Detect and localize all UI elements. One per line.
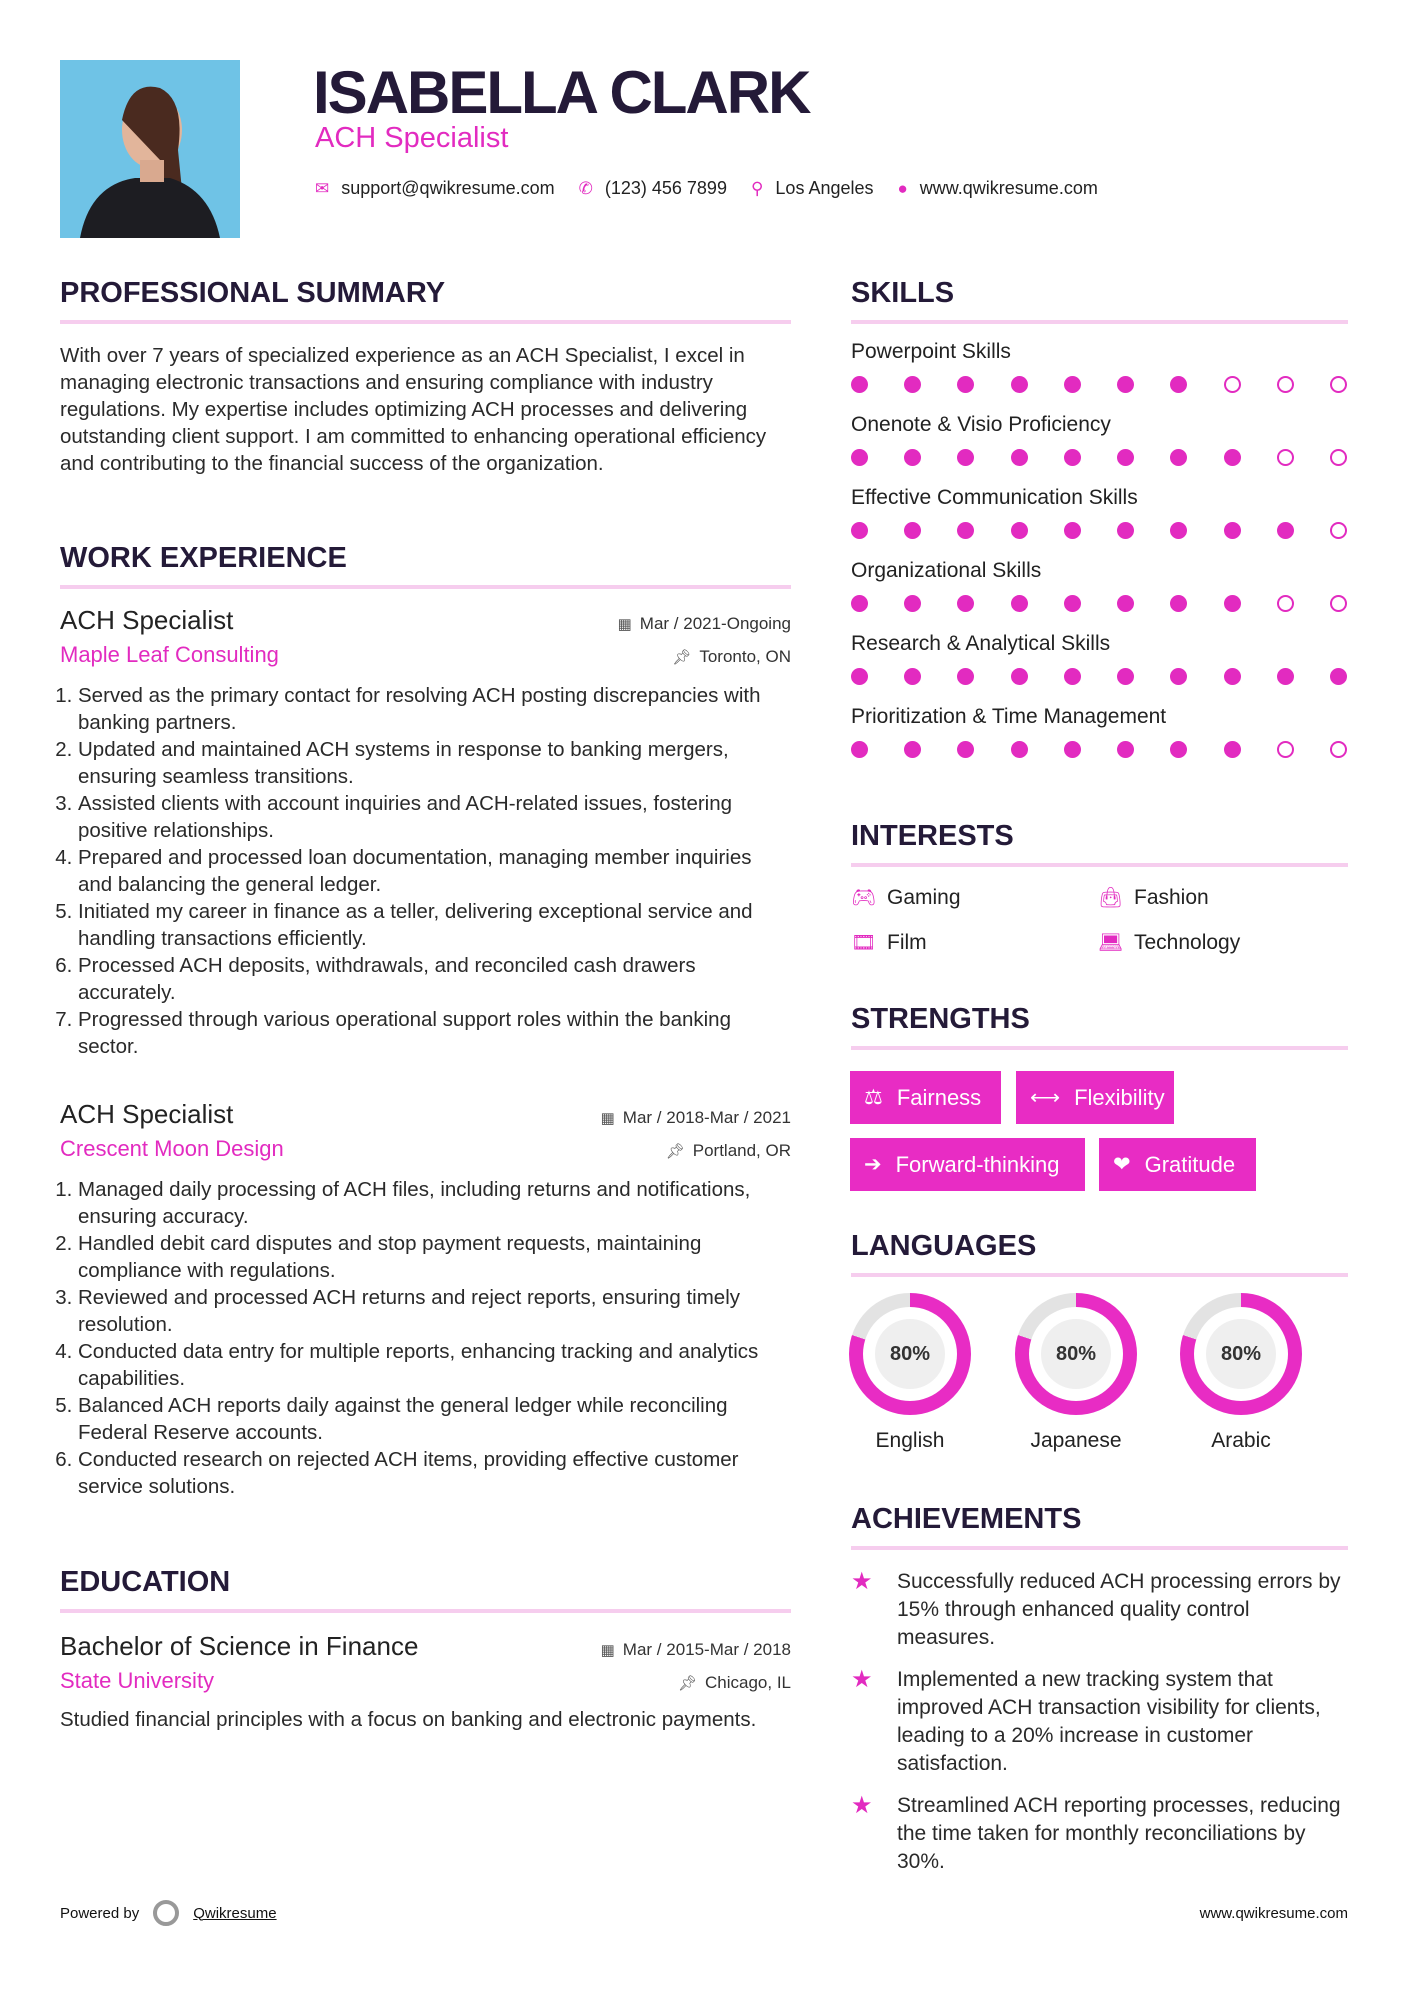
divider — [851, 1046, 1348, 1050]
empty-dot — [1224, 376, 1241, 393]
interest-film — [851, 930, 1098, 955]
interest-label: Gaming — [887, 885, 961, 909]
shopping-bag-icon: 👜︎ — [1098, 887, 1124, 909]
footer-left — [60, 1900, 277, 1926]
email-link[interactable]: support@qwikresume.com — [341, 178, 555, 198]
brand-link[interactable]: Qwikresume — [193, 1904, 277, 1922]
achievement-text: Implemented a new tracking system that improved ACH transaction visibility for clients, leading to a 20% increase in customer satisfaction. — [897, 1668, 1321, 1775]
filled-dot — [1117, 376, 1134, 393]
bullet: 6. Conducted research on rejected ACH items, providing effective customer service solutions. — [78, 1446, 791, 1500]
bullet: 2. Updated and maintained ACH systems in response to banking mergers, ensuring seamless transitions. — [78, 736, 791, 790]
empty-dot — [1277, 449, 1294, 466]
filled-dot — [957, 741, 974, 758]
empty-dot — [1330, 595, 1347, 612]
filled-dot — [1224, 741, 1241, 758]
strength-label: Forward-thinking — [895, 1151, 1060, 1177]
filled-dot — [904, 376, 921, 393]
bullet: 5. Balanced ACH reports daily against the general ledger while reconciling Federal Reserve accounts. — [78, 1392, 791, 1446]
skill-label: Prioritization & Time Management — [851, 705, 1167, 728]
arrow-right-icon: ➔ — [864, 1153, 882, 1176]
divider — [851, 1546, 1348, 1550]
bullet: 3. Assisted clients with account inquiries and ACH-related issues, fostering positive relationships. — [78, 790, 791, 844]
education-section — [60, 1566, 791, 1733]
empty-dot — [1330, 376, 1347, 393]
filled-dot — [1117, 522, 1134, 539]
language-percent: 80% — [1206, 1319, 1276, 1389]
filled-dot — [1224, 449, 1241, 466]
calendar-icon: ▦ — [600, 1110, 615, 1127]
filled-dot — [904, 668, 921, 685]
job-entry — [60, 605, 791, 1060]
school-name: State University — [60, 1668, 215, 1693]
job-date: Mar / 2021-Ongoing — [639, 614, 791, 633]
bullet: 4. Conducted data entry for multiple reports, enhancing tracking and analytics capabilities. — [78, 1338, 791, 1392]
filled-dot — [1117, 449, 1134, 466]
section-heading: WORK EXPERIENCE — [60, 542, 347, 574]
filled-dot — [1170, 449, 1187, 466]
filled-dot — [1064, 595, 1081, 612]
filled-dot — [1117, 741, 1134, 758]
footer-url[interactable]: www.qwikresume.com — [1199, 1905, 1348, 1922]
language-label: Arabic — [1211, 1429, 1271, 1452]
filled-dot — [851, 376, 868, 393]
laptop-icon: 💻︎ — [1098, 932, 1124, 954]
empty-dot — [1330, 741, 1347, 758]
star-icon: ★ — [851, 1666, 873, 1693]
section-heading: LANGUAGES — [851, 1230, 1037, 1262]
skill-rating — [851, 522, 1347, 539]
degree: Bachelor of Science in Finance — [60, 1631, 419, 1661]
candidate-title: ACH Specialist — [315, 122, 509, 154]
bullet: 3. Reviewed and processed ACH returns and reject reports, ensuring timely resolution. — [78, 1284, 791, 1338]
skill-item — [851, 705, 1348, 758]
bullet: 4. Prepared and processed loan documentation, managing member inquiries and balancing the general ledger. — [78, 844, 791, 898]
filled-dot — [1170, 376, 1187, 393]
filled-dot — [1170, 668, 1187, 685]
section-heading: ACHIEVEMENTS — [851, 1503, 1082, 1535]
education-text: Studied financial principles with a focus on banking and electronic payments. — [60, 1708, 757, 1731]
pin-icon: 📌︎ — [677, 1675, 697, 1692]
company-name: Crescent Moon Design — [60, 1136, 284, 1161]
star-icon: ★ — [851, 1792, 873, 1819]
strength-label: Flexibility — [1074, 1084, 1165, 1110]
location-text: Los Angeles — [775, 178, 874, 198]
filled-dot — [1064, 522, 1081, 539]
skill-item — [851, 413, 1348, 466]
strength-badge — [850, 1071, 1001, 1124]
skill-rating — [851, 741, 1347, 758]
filled-dot — [957, 449, 974, 466]
filled-dot — [1170, 741, 1187, 758]
filled-dot — [851, 449, 868, 466]
divider — [851, 1273, 1348, 1277]
section-heading: INTERESTS — [851, 820, 1014, 852]
achievement-text: Successfully reduced ACH processing errors by 15% through enhanced quality control measures. — [897, 1570, 1341, 1649]
skill-item — [851, 632, 1348, 685]
language-donut — [1180, 1293, 1302, 1415]
divider — [60, 320, 791, 324]
profile-photo — [60, 60, 240, 238]
envelope-icon: ✉ — [315, 178, 330, 198]
qwikresume-logo-icon — [153, 1900, 179, 1926]
skill-rating — [851, 449, 1347, 466]
language-percent: 80% — [1041, 1319, 1111, 1389]
skill-label: Onenote & Visio Proficiency — [851, 413, 1111, 436]
contact-bar — [315, 178, 1122, 199]
job-bullets — [60, 1176, 791, 1500]
filled-dot — [1064, 668, 1081, 685]
filled-dot — [904, 741, 921, 758]
filled-dot — [1011, 376, 1028, 393]
achievement-item — [851, 1568, 1348, 1652]
skill-label: Effective Communication Skills — [851, 486, 1138, 509]
gamepad-icon: 🎮︎ — [851, 887, 877, 909]
empty-dot — [1277, 376, 1294, 393]
bullet: 5. Initiated my career in finance as a teller, delivering exceptional service and handling transactions efficiently. — [78, 898, 791, 952]
filled-dot — [1011, 449, 1028, 466]
language-percent: 80% — [875, 1319, 945, 1389]
filled-dot — [1224, 595, 1241, 612]
star-icon: ★ — [851, 1568, 873, 1595]
language-label: Japanese — [1030, 1429, 1122, 1452]
summary-section — [60, 277, 791, 477]
interest-label: Technology — [1134, 930, 1241, 954]
filled-dot — [1224, 522, 1241, 539]
heart-icon: ❤ — [1113, 1153, 1131, 1176]
bullet: 1. Served as the primary contact for resolving ACH posting discrepancies with banking partners. — [78, 682, 791, 736]
filled-dot — [1011, 595, 1028, 612]
job-date: Mar / 2018-Mar / 2021 — [622, 1108, 791, 1127]
filled-dot — [1011, 522, 1028, 539]
filled-dot — [904, 595, 921, 612]
section-heading: STRENGTHS — [851, 1003, 1030, 1035]
map-marker-icon: ⚲ — [750, 178, 764, 198]
empty-dot — [1277, 595, 1294, 612]
pin-icon: 📌︎ — [672, 649, 692, 666]
filled-dot — [1117, 668, 1134, 685]
skill-item — [851, 340, 1348, 393]
arrows-h-icon: ⟷ — [1030, 1086, 1061, 1109]
languages-section — [851, 1230, 1348, 1277]
company-name: Maple Leaf Consulting — [60, 642, 279, 667]
section-heading: PROFESSIONAL SUMMARY — [60, 277, 446, 309]
balance-scale-icon: ⚖ — [864, 1086, 883, 1109]
filled-dot — [1064, 449, 1081, 466]
divider — [60, 1609, 791, 1613]
bullet: 6. Processed ACH deposits, withdrawals, and reconciled cash drawers accurately. — [78, 952, 791, 1006]
achievements-section — [851, 1503, 1348, 1890]
filled-dot — [851, 741, 868, 758]
interest-label: Fashion — [1134, 885, 1209, 909]
filled-dot — [957, 595, 974, 612]
strength-badge — [1099, 1138, 1256, 1191]
empty-dot — [1330, 449, 1347, 466]
filled-dot — [1170, 522, 1187, 539]
pin-icon: 📌︎ — [665, 1143, 685, 1160]
filled-dot — [1011, 668, 1028, 685]
section-heading: EDUCATION — [60, 1566, 231, 1598]
filled-dot — [957, 522, 974, 539]
filled-dot — [957, 376, 974, 393]
summary-text: With over 7 years of specialized experience as an ACH Specialist, I excel in managing electronic transactions and ensuring compliance with industry regulations. My expertise includes optimizing ACH processes and delivering outstanding client support. I am committed to enhancing operational efficiency and contributing to the financial success of the organization. — [60, 344, 767, 475]
bullet: 1. Managed daily processing of ACH files, including returns and notifications, ensuring accuracy. — [78, 1176, 791, 1230]
interests-section — [851, 820, 1348, 955]
skills-list — [851, 340, 1348, 758]
strength-badge — [850, 1138, 1085, 1191]
phone-icon: ✆ — [578, 178, 593, 198]
filled-dot — [1011, 741, 1028, 758]
skill-label: Research & Analytical Skills — [851, 632, 1111, 655]
filled-dot — [1170, 595, 1187, 612]
filled-dot — [1064, 376, 1081, 393]
divider — [851, 863, 1348, 867]
interest-label: Film — [887, 930, 927, 954]
skill-item — [851, 486, 1348, 539]
achievement-item — [851, 1792, 1348, 1876]
filled-dot — [851, 595, 868, 612]
edu-location: Chicago, IL — [705, 1673, 791, 1692]
powered-by-label: Powered by — [60, 1904, 140, 1922]
filled-dot — [851, 668, 868, 685]
skill-rating — [851, 668, 1347, 685]
filled-dot — [904, 449, 921, 466]
bullet: 2. Handled debit card disputes and stop payment requests, maintaining compliance with regulations. — [78, 1230, 791, 1284]
filled-dot — [851, 522, 868, 539]
candidate-name: ISABELLA CLARK — [313, 59, 810, 126]
calendar-icon: ▦ — [617, 616, 632, 633]
experience-section — [60, 542, 791, 589]
empty-dot — [1277, 741, 1294, 758]
strength-label: Gratitude — [1144, 1151, 1236, 1177]
skill-rating — [851, 376, 1347, 393]
filled-dot — [904, 522, 921, 539]
filled-dot — [1117, 595, 1134, 612]
filled-dot — [1277, 668, 1294, 685]
skill-rating — [851, 595, 1347, 612]
job-location: Toronto, ON — [699, 647, 791, 666]
empty-dot — [1330, 522, 1347, 539]
strengths-section — [851, 1003, 1348, 1050]
language-donut — [1015, 1293, 1137, 1415]
bullet: 7. Progressed through various operational support roles within the banking sector. — [78, 1006, 791, 1060]
achievement-text: Streamlined ACH reporting processes, reducing the time taken for monthly reconciliations by 30%. — [897, 1794, 1341, 1873]
job-bullets — [60, 682, 791, 1060]
calendar-icon: ▦ — [600, 1642, 615, 1659]
strength-badge — [1016, 1071, 1174, 1124]
phone-text: (123) 456 7899 — [604, 178, 727, 198]
achievement-item — [851, 1666, 1348, 1778]
job-title: ACH Specialist — [60, 1099, 234, 1129]
globe-icon: ● — [897, 178, 908, 198]
language-label: English — [875, 1429, 945, 1452]
divider — [60, 585, 791, 589]
website-link[interactable]: www.qwikresume.com — [919, 178, 1098, 198]
language-donut — [849, 1293, 971, 1415]
interest-gaming — [851, 885, 1098, 910]
skill-item — [851, 559, 1348, 612]
job-location: Portland, OR — [692, 1141, 791, 1160]
section-heading: SKILLS — [851, 277, 955, 309]
job-title: ACH Specialist — [60, 605, 234, 635]
interest-fashion — [1098, 885, 1348, 910]
strength-label: Fairness — [896, 1084, 982, 1110]
edu-date: Mar / 2015-Mar / 2018 — [622, 1640, 791, 1659]
skill-label: Organizational Skills — [851, 559, 1042, 582]
job-entry — [60, 1099, 791, 1500]
interest-technology — [1098, 930, 1348, 955]
filled-dot — [1330, 668, 1347, 685]
filled-dot — [957, 668, 974, 685]
filled-dot — [1277, 522, 1294, 539]
filled-dot — [1064, 741, 1081, 758]
film-icon: 🎞︎ — [851, 932, 877, 954]
skills-section — [851, 277, 1348, 778]
skill-label: Powerpoint Skills — [851, 340, 1011, 363]
divider — [851, 320, 1348, 324]
filled-dot — [1224, 668, 1241, 685]
